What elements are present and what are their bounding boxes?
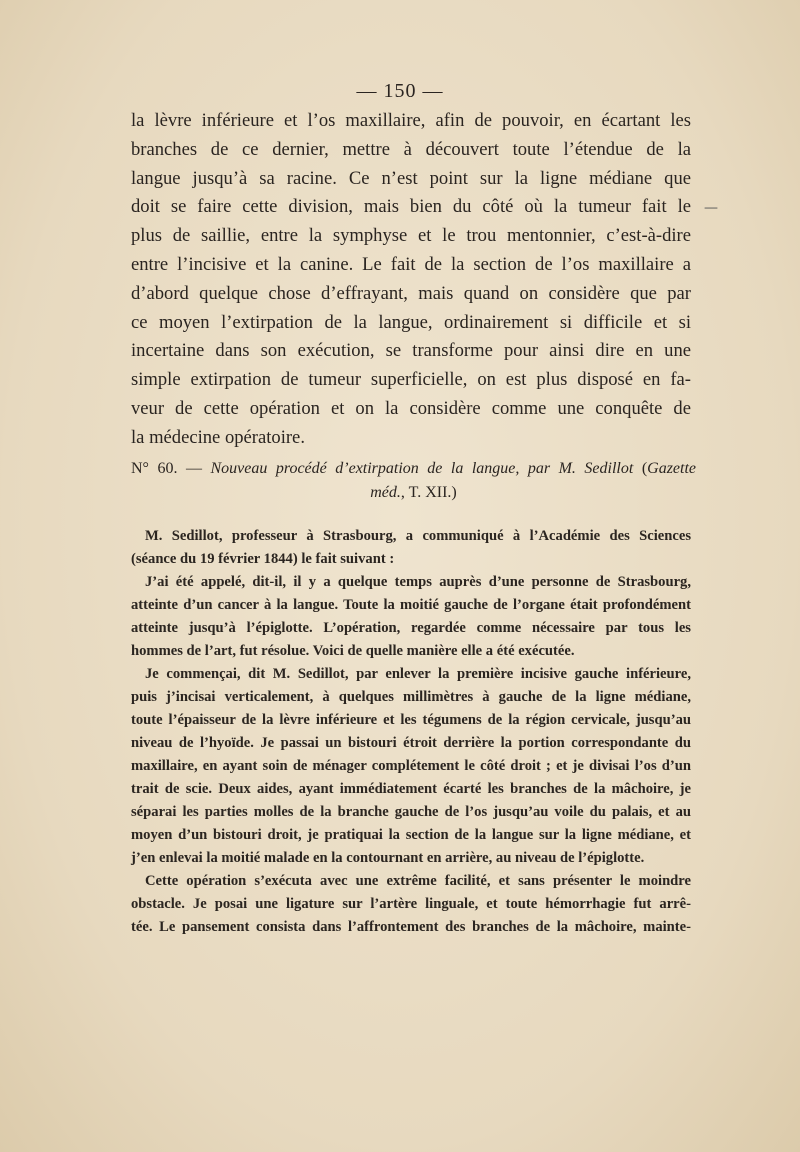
text-line: d’abord quelque chose d’effrayant, mais quand on considère que par bbox=[131, 282, 691, 304]
text-line: maxillaire, en ayant soin de ménager complétement le côté droit ; et je divisai l’os d’un bbox=[131, 758, 691, 774]
text-line: hommes de l’art, fut résolue. Voici de quelle manière elle a été exécutée. bbox=[131, 643, 575, 659]
text-line: J’ai été appelé, dit-il, il y a quelque temps auprès d’une personne de Strasbourg, bbox=[145, 574, 691, 590]
text-line: incertaine dans son exécution, se transforme pour ainsi dire en une bbox=[131, 340, 691, 362]
text-line: Cette opération s’exécuta avec une extrême facilité, et sans présenter le moindre bbox=[145, 873, 691, 889]
margin-mark: — bbox=[704, 200, 718, 216]
text-line: Je commençai, dit M. Sedillot, par enlever la première incisive gauche inférieure, bbox=[145, 666, 691, 682]
text-line: tée. Le pansement consista dans l’affrontement des branches de la mâchoire, mainte- bbox=[131, 919, 691, 935]
text-line: doit se faire cette division, mais bien du côté où la tumeur fait le bbox=[131, 196, 691, 218]
text-line: puis j’incisai verticalement, à quelques millimètres à gauche de la ligne médiane, bbox=[131, 689, 691, 705]
text-line: ce moyen l’extirpation de la langue, ordinairement si difficile et si bbox=[131, 311, 691, 333]
text-line: niveau de l’hyoïde. Je passai un bistouri étroit derrière la portion correspondante du bbox=[131, 735, 691, 751]
text-line: branches de ce dernier, mettre à découvert toute l’étendue de la bbox=[131, 138, 691, 160]
heading-line: N° 60. — Nouveau procédé d’extirpation de la langue, par M. Sedillot (Gazette bbox=[131, 460, 697, 477]
text-line: j’en enlevai la moitié malade en la contournant en arrière, au niveau de l’épiglotte. bbox=[131, 850, 645, 866]
text-line: (séance du 19 février 1844) le fait suivant : bbox=[131, 551, 395, 567]
text-line: veur de cette opération et on la considère comme une conquête de bbox=[131, 397, 691, 419]
article-heading bbox=[131, 457, 696, 505]
text-line: séparai les parties molles de la branche gauche de l’os jusqu’au voile du palais, et au bbox=[131, 804, 691, 820]
text-line: toute l’épaisseur de la lèvre inférieure et les tégumens de la région cervicale, jusqu’au bbox=[131, 712, 691, 728]
text-line: langue jusqu’à sa racine. Ce n’est point sur la ligne médiane que bbox=[131, 167, 691, 189]
page-number: — 150 — bbox=[356, 80, 444, 102]
text-line: la lèvre inférieure et l’os maxillaire, afin de pouvoir, en écartant les bbox=[131, 110, 691, 131]
text-line: entre l’incisive et la canine. Le fait de la section de l’os maxillaire a bbox=[131, 253, 691, 275]
paragraph-continuation bbox=[131, 107, 691, 453]
article-body bbox=[131, 525, 691, 939]
text-line: trait de scie. Deux aides, ayant immédiatement écarté les branches de la mâchoire, je bbox=[131, 781, 691, 797]
text-line: atteinte d’un cancer à la langue. Toute la moitié gauche de l’organe était profondément bbox=[131, 597, 691, 613]
text-line: obstacle. Je posai une ligature sur l’artère linguale, et toute hémorrhagie fut arrê- bbox=[131, 896, 691, 912]
text-line: la médecine opératoire. bbox=[131, 426, 305, 448]
text-line: plus de saillie, entre la symphyse et le trou mentonnier, c’est-à-dire bbox=[131, 225, 691, 247]
text-line: M. Sedillot, professeur à Strasbourg, a communiqué à l’Académie des Sciences bbox=[145, 528, 691, 544]
heading-line: méd., T. XII.) bbox=[370, 484, 457, 501]
text-line: moyen d’un bistouri droit, je pratiquai la section de la langue sur la ligne médiane, et bbox=[131, 827, 691, 843]
text-line: simple extirpation de tumeur superficielle, on est plus disposé en fa- bbox=[131, 369, 691, 391]
text-line: atteinte jusqu’à l’épiglotte. L’opération, regardée comme nécessaire par tous les bbox=[131, 620, 691, 636]
